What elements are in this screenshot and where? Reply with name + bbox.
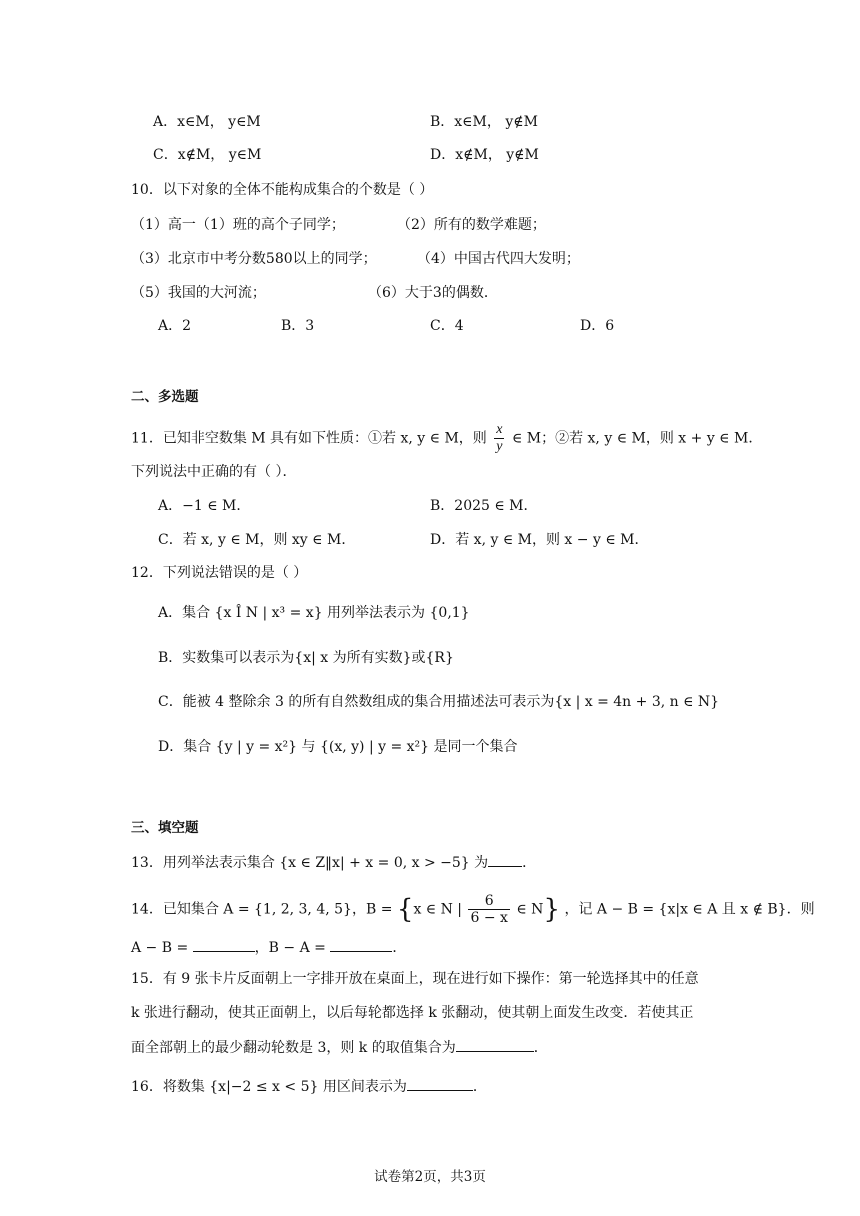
q14-b-left: x ∈ N |	[413, 901, 463, 918]
q13-line	[131, 852, 536, 873]
q16-answer-blank[interactable]	[407, 1076, 473, 1091]
q10-option-b: B．3	[281, 318, 315, 334]
q10-item-6: （6）大于3的偶数．	[368, 285, 498, 301]
q9-option-d: D．x∉M， y∉M	[430, 147, 539, 163]
q10-stem: 10．以下对象的全体不能构成集合的个数是（ ）	[131, 182, 434, 198]
q10-item-1: （1）高一（1）班的高个子同学；	[131, 217, 345, 233]
q16-line	[131, 1076, 487, 1097]
q15-line1: 15．有 9 张卡片反面朝上一字排开放在桌面上，现在进行如下操作：第一轮选择其中的任意	[131, 971, 699, 987]
q10-option-a: A．2	[158, 318, 192, 334]
q14-fraction	[468, 893, 509, 926]
q14-answer-blank-1[interactable]	[193, 937, 255, 952]
q14-brace-left: {	[396, 894, 414, 925]
q14-stem-part2: ，记 A − B = {x|x ∈ A 且 x ∉ B}．则	[564, 901, 815, 918]
q11-fraction-numerator: x	[496, 422, 503, 437]
q16-stem: 16．将数集 {x|−2 ≤ x < 5} 用区间表示为	[131, 1079, 407, 1095]
q14-b-minus-a: ，B − A =	[254, 940, 326, 956]
q13-answer-blank[interactable]	[488, 852, 522, 867]
q15-answer-blank[interactable]	[456, 1037, 534, 1052]
q9-option-c: C．x∉M， y∈M	[153, 147, 262, 163]
q11-option-c: C．若 x, y ∈ M，则 xy ∈ M．	[158, 532, 356, 548]
q10-option-d: D．6	[580, 318, 615, 334]
q12-option-c: C．能被 4 整除余 3 的所有自然数组成的集合用描述法可表示为{x | x = 4n + 3, n ∈ N}	[158, 694, 720, 710]
q14-end: ．	[392, 940, 407, 956]
q9-option-a: A．x∈M， y∈M	[153, 114, 261, 130]
q11-stem-line1	[131, 422, 762, 455]
q12-option-d: D．集合 {y | y = x²} 与 {(x, y) | y = x²} 是同一个集合	[158, 739, 518, 755]
q15-line2: k 张进行翻动，使其正面朝上，以后每轮都选择 k 张翻动，使其朝上面发生改变．若使其正	[131, 1005, 694, 1021]
q15-line3-text: 面全部朝上的最少翻动轮数是 3，则 k 的取值集合为	[131, 1040, 456, 1056]
q14-line1	[131, 893, 815, 926]
q11-option-b: B．2025 ∈ M．	[430, 498, 538, 514]
q10-item-2: （2）所有的数学难题；	[397, 217, 546, 233]
page-footer: 试卷第2页，共3页	[374, 1169, 486, 1185]
q12-stem: 12．下列说法错误的是（ ）	[131, 565, 308, 581]
section-title-multiple-choice: 二、多选题	[131, 389, 199, 405]
q15-end: ．	[533, 1040, 548, 1056]
section-title-fill-in: 三、填空题	[131, 820, 199, 836]
q16-end: ．	[472, 1079, 487, 1095]
q11-stem-part2: ∈ M；②若 x, y ∈ M，则 x + y ∈ M．	[511, 430, 763, 447]
q14-brace-right: }	[543, 894, 560, 925]
q9-option-b: B．x∈M， y∉M	[430, 114, 538, 130]
q12-option-b: B．实数集可以表示为{x| x 为所有实数}或{R}	[158, 650, 454, 666]
q14-line2	[131, 937, 406, 958]
q10-item-5: （5）我国的大河流；	[131, 285, 266, 301]
q11-option-a: A．−1 ∈ M．	[158, 498, 251, 514]
q14-answer-blank-2[interactable]	[330, 937, 392, 952]
q12-option-a: A．集合 {x Î N | x³ = x} 用列举法表示为 {0,1}	[158, 605, 470, 621]
q14-stem-part1: 14．已知集合 A = {1, 2, 3, 4, 5}，B =	[131, 901, 393, 918]
q10-item-4: （4）中国古代四大发明；	[417, 251, 580, 267]
q15-line3	[131, 1037, 548, 1058]
q11-fraction	[494, 422, 504, 455]
q14-fraction-denominator: 6 − x	[470, 910, 508, 926]
q14-b-right: ∈ N	[516, 901, 544, 918]
q11-stem-part1: 11．已知非空数集 M 具有如下性质：①若 x, y ∈ M，则	[131, 430, 487, 447]
q13-stem: 13．用列举法表示集合 {x ∈ Z‖x| + x = 0, x > −5} 为	[131, 855, 489, 871]
q14-a-minus-b: A − B =	[131, 940, 189, 956]
q11-stem-line2: 下列说法中正确的有（ ）．	[131, 464, 297, 480]
q11-option-d: D．若 x, y ∈ M，则 x − y ∈ M．	[430, 532, 649, 548]
q10-item-3: （3）北京市中考分数580以上的同学；	[131, 251, 377, 267]
q13-end: ．	[522, 855, 537, 871]
q11-fraction-denominator: y	[496, 439, 503, 454]
q14-fraction-numerator: 6	[468, 893, 509, 910]
q10-option-c: C．4	[430, 318, 464, 334]
